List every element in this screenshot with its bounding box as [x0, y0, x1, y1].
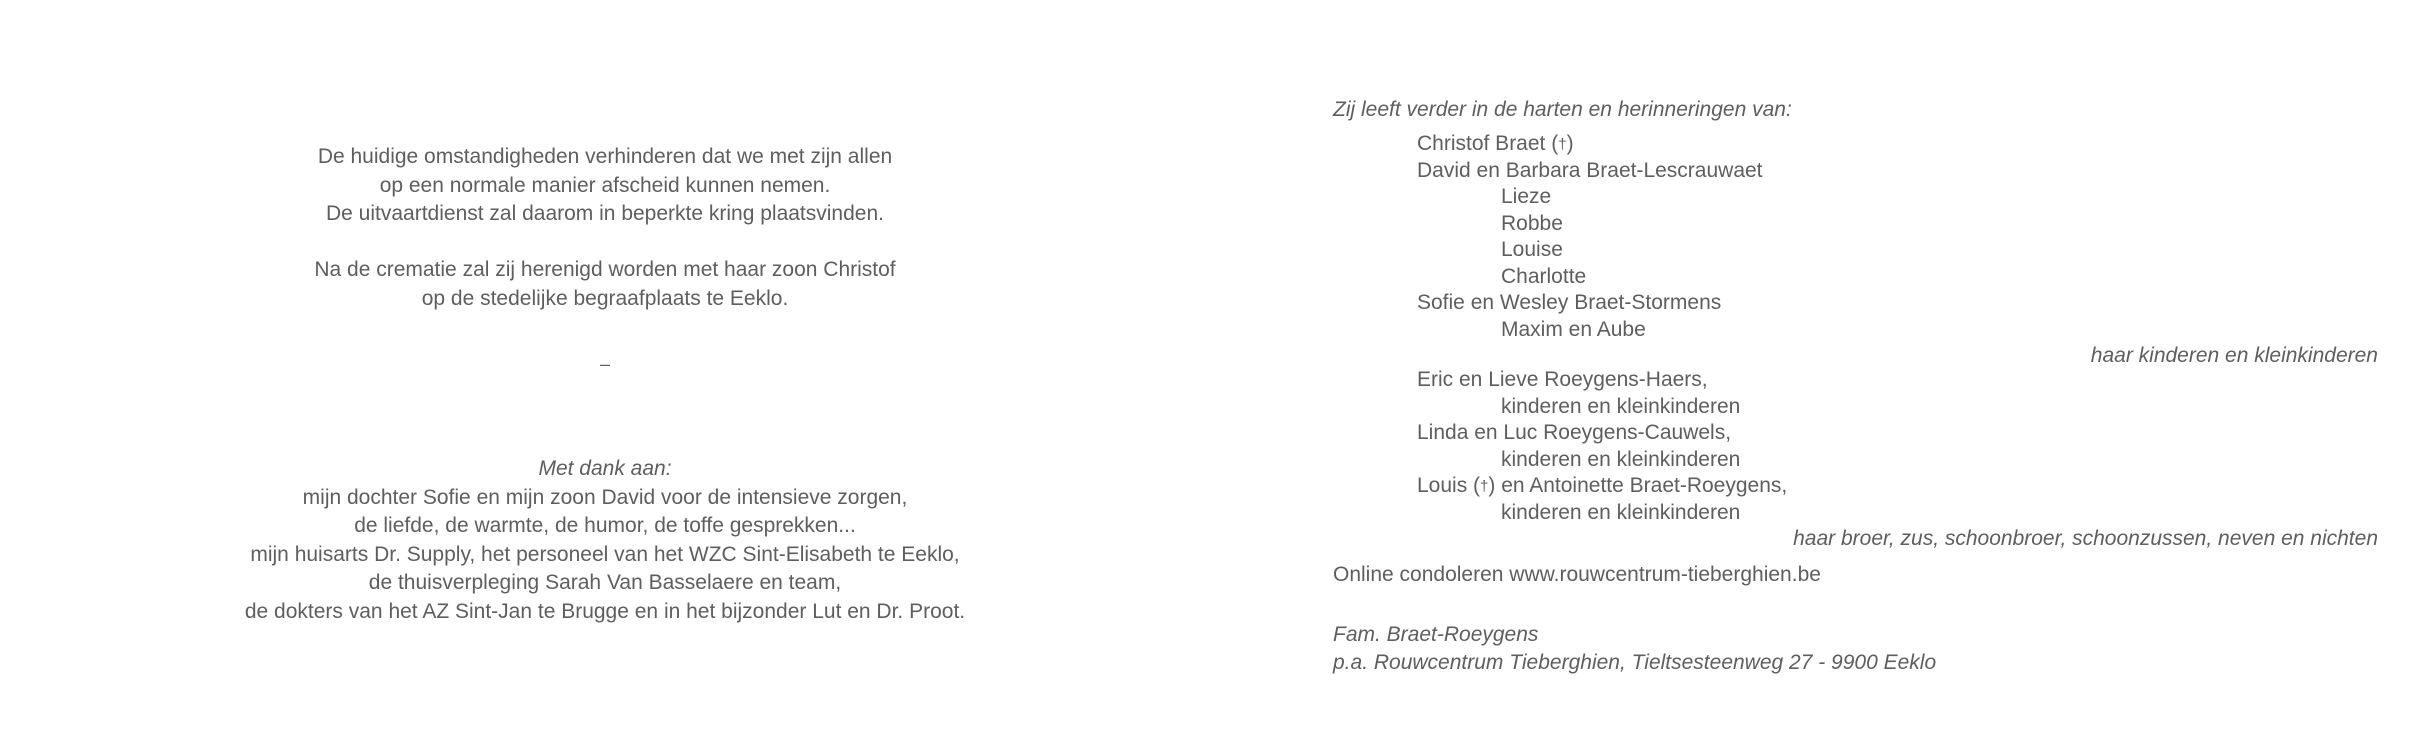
- thanks-heading: Met dank aan:: [538, 457, 672, 480]
- linda-descendants: kinderen en kleinkinderen: [1501, 447, 1741, 471]
- grandchild-maxim: Maxim en Aube: [1501, 317, 1646, 341]
- louis-rest: en Antoinette Braet-Roeygens,: [1501, 474, 1788, 497]
- christof-name: Christof Braet: [1417, 132, 1546, 155]
- cremation-paragraph: [150, 256, 1060, 313]
- children-label: haar kinderen en kleinkinderen: [2090, 344, 2378, 367]
- online-condolences: Online condoleren www.rouwcentrum-tieberghien.be: [1333, 563, 1821, 586]
- family-member-christof: Christof Braet (†): [1417, 131, 1574, 159]
- separator-dash: [150, 350, 1060, 379]
- family-member-sofie: Sofie en Wesley Braet-Stormens: [1417, 291, 1722, 314]
- left-page: [0, 0, 1213, 754]
- family-member-louis: Louis (†) en Antoinette Braet-Roeygens,: [1417, 473, 1787, 501]
- eric-descendants: kinderen en kleinkinderen: [1501, 394, 1741, 418]
- intro-paragraph: [150, 143, 1060, 229]
- family-member-eric: Eric en Lieve Roeygens-Haers,: [1417, 368, 1708, 391]
- louis-name: Louis: [1417, 474, 1468, 497]
- grandchild-lieze: Lieze: [1501, 185, 1552, 208]
- grandchild-louise: Louise: [1501, 238, 1563, 261]
- separator-text: –: [599, 354, 610, 374]
- louis-descendants: kinderen en kleinkinderen: [1501, 500, 1741, 524]
- right-page: [1214, 0, 2427, 754]
- siblings-label: haar broer, zus, schoonbroer, schoonzussen, neven en nichten: [1793, 527, 2378, 550]
- thanks-line: mijn huisarts Dr. Supply, het personeel van het WZC Sint-Elisabeth te Eeklo,: [250, 542, 960, 566]
- thanks-line: de thuisverpleging Sarah Van Basselaere en team,: [368, 571, 842, 594]
- thanks-paragraph: [150, 455, 1060, 626]
- family-member-david: David en Barbara Braet-Lescrauwaet: [1417, 158, 1763, 182]
- contact-address: p.a. Rouwcentrum Tieberghien, Tieltsesteenweg 27 - 9900 Eeklo: [1333, 651, 1937, 674]
- thanks-line: mijn dochter Sofie en mijn zoon David voor de intensieve zorgen,: [302, 485, 908, 509]
- cremation-line: op de stedelijke begraafplaats te Eeklo.: [421, 286, 789, 310]
- intro-line: op een normale manier afscheid kunnen nemen.: [379, 173, 831, 197]
- cross-icon: †: [1480, 478, 1489, 495]
- thanks-line: de dokters van het AZ Sint-Jan te Brugge en in het bijzonder Lut en Dr. Proot.: [244, 599, 966, 623]
- family-name: Fam. Braet-Roeygens: [1333, 623, 1539, 646]
- cremation-line: Na de crematie zal zij herenigd worden met haar zoon Christof: [314, 258, 896, 281]
- survivors-heading: Zij leeft verder in de harten en herinneringen van:: [1333, 98, 1792, 121]
- thanks-line: de liefde, de warmte, de humor, de toffe gesprekken...: [354, 514, 856, 537]
- grandchild-charlotte: Charlotte: [1501, 264, 1587, 288]
- family-member-linda: Linda en Luc Roeygens-Cauwels,: [1417, 421, 1732, 444]
- cross-icon: †: [1558, 136, 1567, 153]
- intro-line: De huidige omstandigheden verhinderen dat we met zijn allen: [317, 145, 893, 168]
- intro-line: De uitvaartdienst zal daarom in beperkte kring plaatsvinden.: [326, 202, 884, 225]
- grandchild-robbe: Robbe: [1501, 211, 1563, 235]
